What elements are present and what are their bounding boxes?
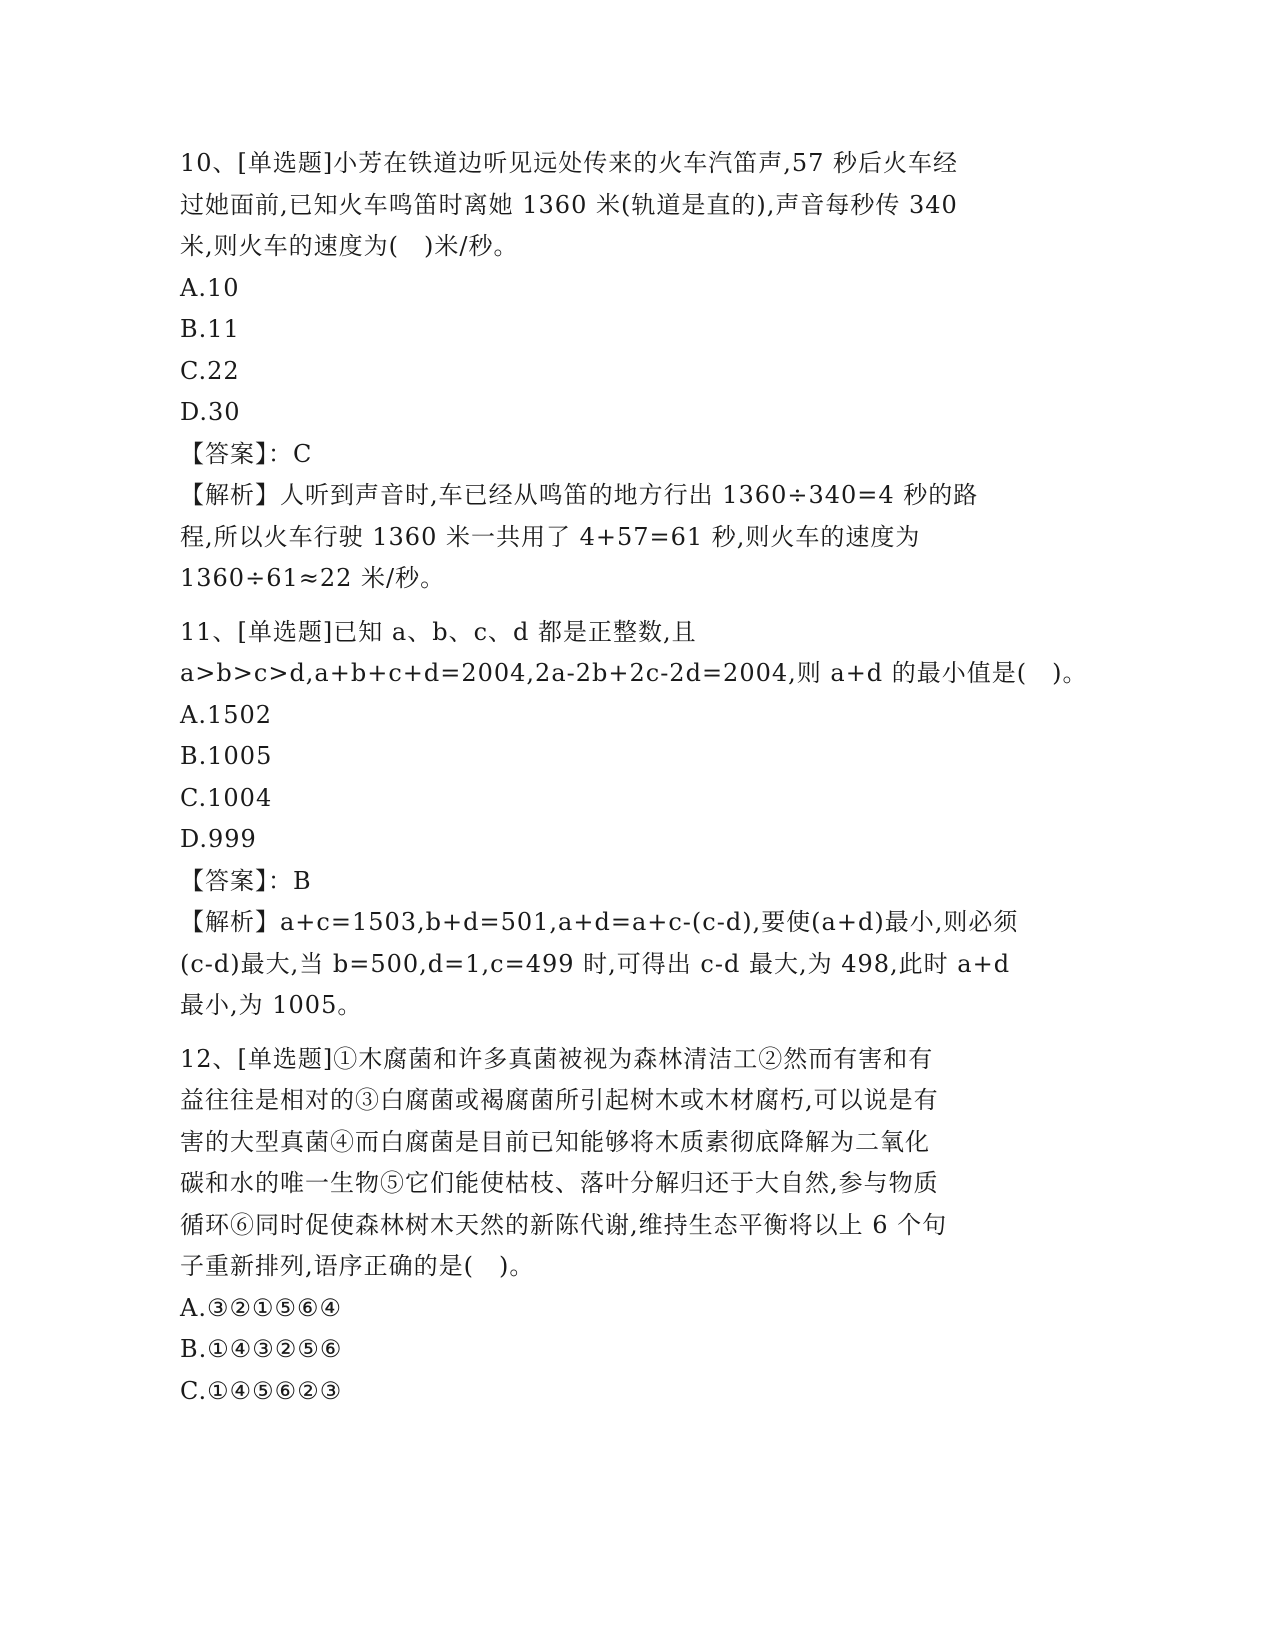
question-stem-line: 害的大型真菌④而白腐菌是目前已知能够将木质素彻底降解为二氧化: [180, 1127, 930, 1156]
answer-line: [180, 434, 1080, 476]
option-c: C.①④⑤⑥②③: [180, 1376, 343, 1405]
option-d: D.999: [180, 825, 257, 853]
option-a: A.③②①⑤⑥④: [180, 1293, 343, 1322]
option-b: B.①④③②⑤⑥: [180, 1335, 343, 1363]
answer-label: 【答案】: [180, 439, 268, 468]
option-b: B.11: [180, 315, 240, 343]
option-a: A.1502: [180, 700, 273, 729]
question-12: [180, 1039, 1080, 1413]
question-stem-line: 10、[单选题]小芳在铁道边听见远处传来的火车汽笛声,57 秒后火车经: [180, 149, 959, 177]
option-c: C.22: [180, 356, 240, 385]
question-stem-line: 米,则火车的速度为( )米/秒。: [180, 232, 519, 260]
question-stem-line: 12、[单选题]①木腐菌和许多真菌被视为森林清洁工②然而有害和有: [180, 1044, 934, 1073]
option-a: A.10: [180, 273, 240, 302]
question-spacer: [180, 1027, 1080, 1039]
question-spacer: [180, 600, 1080, 612]
question-stem-line: a>b>c>d,a+b+c+d=2004,2a-2b+2c-2d=2004,则 a+d 的最小值是( )。: [180, 659, 1088, 687]
answer-value: ：C: [268, 439, 313, 468]
analysis-label: 【解析】: [180, 481, 280, 509]
question-stem-line: 11、[单选题]已知 a、b、c、d 都是正整数,且: [180, 617, 697, 646]
question-stem-line: 碳和水的唯一生物⑤它们能使枯枝、落叶分解归还于大自然,参与物质: [180, 1169, 939, 1197]
analysis-text: a+c=1503,b+d=501,a+d=a+c-(c-d),要使(a+d)最小,则必须: [280, 908, 1019, 936]
analysis-text: 最小,为 1005。: [180, 991, 363, 1019]
question-10: [180, 143, 1080, 600]
answer-line: [180, 861, 1080, 903]
answer-label: 【答案】: [180, 866, 268, 895]
exam-page: [180, 143, 1088, 1412]
analysis-text: 人听到声音时,车已经从鸣笛的地方行出 1360÷340=4 秒的路: [280, 481, 979, 509]
option-c: C.1004: [180, 783, 273, 812]
analysis-text: (c-d)最大,当 b=500,d=1,c=499 时,可得出 c-d 最大,为 498,此时 a+d: [180, 949, 1011, 978]
question-stem-line: 子重新排列,语序正确的是( )。: [180, 1252, 535, 1280]
question-11: [180, 612, 1088, 1027]
answer-value: ：B: [268, 866, 312, 895]
analysis-label: 【解析】: [180, 908, 280, 936]
question-stem-line: 益往往是相对的③白腐菌或褐腐菌所引起树木或木材腐朽,可以说是有: [180, 1086, 939, 1114]
analysis-line: [180, 475, 1080, 517]
option-b: B.1005: [180, 742, 273, 770]
analysis-text: 程,所以火车行驶 1360 米一共用了 4+57=61 秒,则火车的速度为: [180, 522, 921, 551]
question-stem-line: 循环⑥同时促使森林树木天然的新陈代谢,维持生态平衡将以上 6 个句: [180, 1210, 948, 1239]
analysis-line: [180, 902, 1080, 944]
analysis-text: 1360÷61≈22 米/秒。: [180, 564, 446, 592]
question-stem-line: 过她面前,已知火车鸣笛时离她 1360 米(轨道是直的),声音每秒传 340: [180, 190, 958, 219]
option-d: D.30: [180, 398, 241, 426]
